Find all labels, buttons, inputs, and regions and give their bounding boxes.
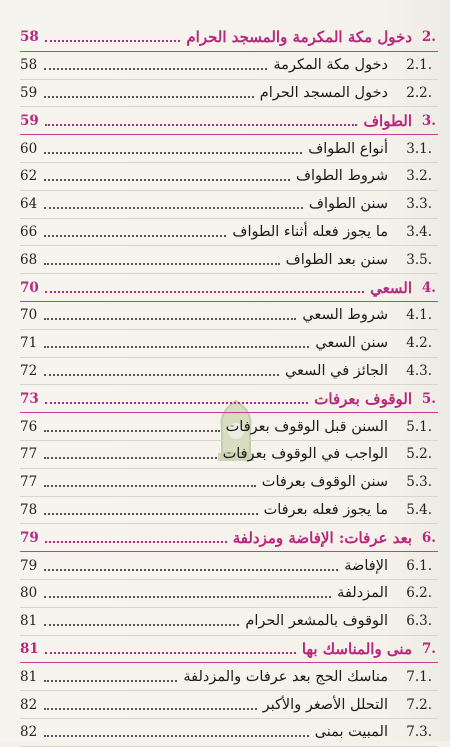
toc-section-row — [20, 469, 438, 497]
toc-entry-title: سنن السعي — [315, 335, 388, 352]
dot-leader — [44, 68, 267, 70]
toc-entry-number: 7. — [421, 640, 436, 657]
toc-chapter-row — [20, 107, 438, 135]
toc-entry-title: المزدلفة — [337, 585, 388, 602]
toc-section-row — [20, 691, 438, 719]
toc-entry-title: الإفاضة — [344, 557, 388, 574]
toc-entry-number: 5.4. — [406, 501, 432, 518]
dot-leader — [45, 541, 227, 543]
toc-chapter-row — [20, 524, 438, 552]
toc-page-number: 72 — [20, 362, 38, 379]
toc-entry-number: 6. — [421, 529, 436, 546]
toc-entry-number: 3. — [421, 112, 436, 129]
toc-entry-title: الواجب في الوقوف بعرفات — [222, 446, 388, 463]
toc-entry-title: السنن قبل الوقوف بعرفات — [225, 418, 388, 435]
toc-entry-title: السعي — [370, 278, 412, 297]
toc-page-number: 58 — [20, 57, 38, 74]
toc-page-number: 81 — [20, 640, 39, 657]
toc-section-row — [20, 135, 438, 163]
toc-section-row — [20, 580, 438, 608]
toc-section-row — [20, 52, 438, 80]
toc-page-number: 81 — [20, 668, 38, 685]
toc-entry-number: 5.1. — [406, 418, 432, 435]
toc-page-number: 59 — [20, 112, 39, 129]
toc-entry-number: 7.3. — [406, 724, 432, 741]
toc-page-number: 76 — [20, 418, 38, 435]
toc-section-row — [20, 663, 438, 691]
dot-leader — [44, 680, 177, 682]
toc-entry-title: الطواف — [363, 111, 412, 130]
toc-section-row — [20, 330, 438, 358]
toc-entry-number: 7.2. — [406, 696, 432, 713]
dot-leader — [44, 708, 257, 710]
toc-entry-number: 2. — [421, 29, 436, 46]
toc-page-number: 64 — [20, 196, 38, 213]
toc-section-row — [20, 497, 438, 525]
toc-entry-number: 3.5. — [406, 251, 432, 268]
dot-leader — [45, 291, 364, 293]
toc-entry-number: 6.2. — [406, 585, 432, 602]
toc-page-number: 70 — [20, 307, 38, 324]
toc-section-row — [20, 413, 438, 441]
toc-entry-number: 4. — [421, 279, 436, 296]
toc-entry-number: 5.2. — [406, 446, 432, 463]
toc-page-number: 68 — [20, 251, 38, 268]
dot-leader — [45, 402, 308, 404]
toc-chapter-row — [20, 636, 438, 664]
toc-entry-number: 3.2. — [406, 168, 432, 185]
toc-entry-title: ما يجوز فعله أثناء الطواف — [232, 223, 388, 240]
toc-chapter-row — [20, 385, 438, 413]
dot-leader — [44, 179, 290, 181]
table-of-contents — [20, 24, 438, 747]
toc-section-row — [20, 552, 438, 580]
toc-entry-number: 5.3. — [406, 474, 432, 491]
dot-leader — [44, 263, 280, 265]
toc-page-number: 82 — [20, 724, 38, 741]
toc-chapter-row — [20, 274, 438, 302]
toc-page-number: 78 — [20, 501, 38, 518]
toc-page-number: 73 — [20, 390, 39, 407]
toc-section-row — [20, 719, 438, 747]
toc-page-number: 79 — [20, 529, 39, 546]
toc-entry-title: التحلل الأصغر والأكبر — [262, 696, 388, 713]
toc-entry-number: 4.1. — [406, 307, 432, 324]
dot-leader — [44, 235, 226, 237]
toc-section-row — [20, 441, 438, 469]
toc-section-row — [20, 80, 438, 108]
dot-leader — [44, 207, 303, 209]
toc-chapter-row — [20, 24, 438, 52]
toc-entry-title: منى والمناسك بها — [301, 639, 412, 658]
toc-page-number: 79 — [20, 557, 38, 574]
dot-leader — [44, 624, 239, 626]
dot-leader — [44, 569, 338, 571]
toc-page-number: 71 — [20, 335, 38, 352]
toc-section-row — [20, 163, 438, 191]
toc-entry-number: 6.3. — [406, 613, 432, 630]
toc-entry-title: أنواع الطواف — [308, 140, 388, 157]
toc-entry-title: سنن الوقوف بعرفات — [261, 474, 388, 491]
toc-entry-number: 2.1. — [406, 57, 432, 74]
toc-entry-number: 6.1. — [406, 557, 432, 574]
toc-entry-title: مناسك الحج بعد عرفات والمزدلفة — [183, 668, 388, 685]
dot-leader — [45, 652, 296, 654]
toc-section-row — [20, 358, 438, 386]
toc-entry-number: 3.1. — [406, 140, 432, 157]
dot-leader — [44, 485, 256, 487]
toc-section-row — [20, 608, 438, 636]
toc-entry-number: 4.2. — [406, 335, 432, 352]
toc-entry-number: 4.3. — [406, 362, 432, 379]
dot-leader — [44, 735, 309, 737]
toc-entry-number: 3.4. — [406, 223, 432, 240]
toc-entry-number: 7.1. — [406, 668, 432, 685]
toc-page-number: 66 — [20, 223, 38, 240]
toc-entry-title: المبيت بمنى — [314, 724, 388, 741]
toc-page-number: 77 — [20, 446, 38, 463]
toc-entry-title: دخول مكة المكرمة والمسجد الحرام — [186, 28, 412, 47]
dot-leader — [45, 40, 181, 42]
toc-entry-number: 2.2. — [406, 84, 432, 101]
toc-page-number: 82 — [20, 696, 38, 713]
dot-leader — [44, 346, 309, 348]
toc-entry-title: شروط السعي — [302, 307, 388, 324]
toc-entry-title: شروط الطواف — [295, 168, 388, 185]
toc-entry-title: ما يجوز فعله بعرفات — [263, 501, 388, 518]
toc-section-row — [20, 246, 438, 274]
dot-leader — [44, 96, 254, 98]
toc-entry-title: سنن بعد الطواف — [285, 251, 388, 268]
dot-leader — [44, 374, 279, 376]
toc-page-number: 70 — [20, 279, 39, 296]
toc-entry-title: الجائز في السعي — [285, 362, 388, 379]
toc-entry-title: الوقوف بعرفات — [314, 389, 412, 408]
toc-section-row — [20, 191, 438, 219]
toc-entry-title: بعد عرفات: الإفاضة ومزدلفة — [232, 528, 412, 547]
dot-leader — [45, 124, 358, 126]
toc-page-number: 62 — [20, 168, 38, 185]
dot-leader — [44, 430, 220, 432]
dot-leader — [44, 596, 331, 598]
toc-entry-title: سنن الطواف — [308, 196, 388, 213]
toc-entry-title: الوقوف بالمشعر الحرام — [245, 613, 388, 630]
toc-entry-title: دخول مكة المكرمة — [273, 57, 388, 74]
toc-page-number: 80 — [20, 585, 38, 602]
toc-page-number: 60 — [20, 140, 38, 157]
dot-leader — [44, 513, 258, 515]
toc-entry-number: 5. — [421, 390, 436, 407]
toc-entry-title: دخول المسجد الحرام — [259, 84, 388, 101]
dot-leader — [44, 152, 302, 154]
toc-section-row — [20, 302, 438, 330]
toc-page-number: 58 — [20, 29, 39, 46]
toc-page-number: 59 — [20, 84, 38, 101]
dot-leader — [44, 457, 217, 459]
toc-section-row — [20, 219, 438, 247]
toc-page-number: 81 — [20, 613, 38, 630]
toc-entry-number: 3.3. — [406, 196, 432, 213]
dot-leader — [44, 318, 296, 320]
toc-page-number: 77 — [20, 474, 38, 491]
